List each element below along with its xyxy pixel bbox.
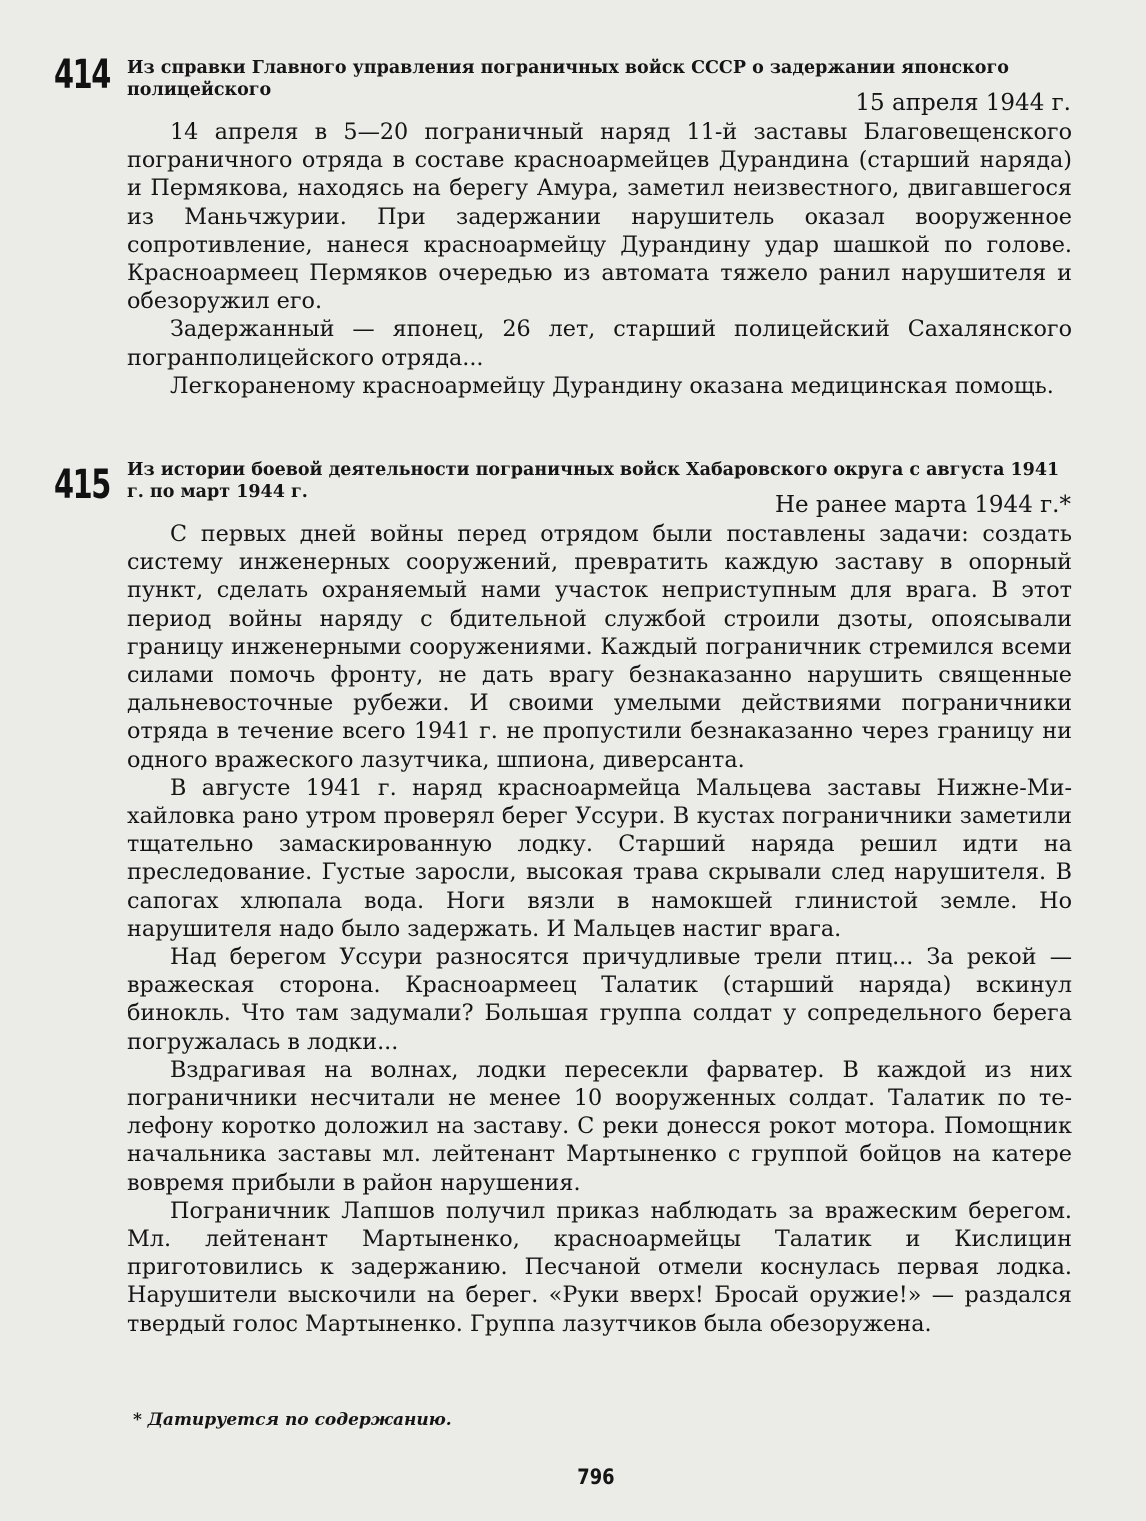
paragraph: В августе 1941 г. наряд красноармейца Мальцева заставы Нижне-Михайловка рано утром проверял берег Уссури. В кустах пограничники заметили тщательно замаскированную лодку. Старший наряда решил идти на преследование. Густые заросли, высокая трава скрывали след нарушителя. В сапогах хлюпала вода. Ноги вязли в намокшей глинистой земле. Но нарушителя надо было задержать. И Мальцев настиг врага.: [127, 774, 1072, 942]
document-title: Из истории боевой деятельности пограничных войск Хабаровского округа с августа 1941 г. по март 1944 г.: [127, 460, 1060, 502]
document-body: [127, 520, 1072, 1338]
document-number: 415: [54, 462, 110, 508]
footnote: * Датируется по содержанию.: [133, 1410, 452, 1430]
document-date: Не ранее марта 1944 г.*: [774, 492, 1071, 518]
paragraph: Вздрагивая на волнах, лодки пересекли фарватер. В каждой из них пограничники несчитали не менее 10 вооруженных солдат. Талатик по телефону коротко доложил на заставу. С реки донесся рокот мотора. Помощник начальника заставы мл. лейтенант Мартыненко с группой бойцов на катере вовремя прибыли в район нарушения.: [127, 1056, 1072, 1196]
paragraph: Легкораненому красноармейцу Дурандину оказана медицинская помощь.: [170, 372, 1054, 399]
page-number: 796: [577, 1465, 615, 1489]
document-body: [127, 118, 1072, 400]
paragraph: 14 апреля в 5—20 пограничный наряд 11-й заставы Благовещенского пограничного отряда в составе красноармейцев Дурандина (старший наряда) и Пермякова, находясь на берегу Амура, заметил неизвестного, двигавшегося из Маньчжурии. При задержании нарушитель оказал вооруженное сопротивление, нанеся красноармейцу Дурандину удар шашкой по голове. Красноармеец Пермяков очередью из автомата тяжело ранил нарушителя и обезоружил его.: [127, 119, 1072, 315]
document-title: Из справки Главного управления пограничных войск СССР о задержании японского полицейского: [127, 58, 1009, 100]
paragraph: Над берегом Уссури разносятся причудливые трели птиц... За рекой — вражеская сторона. Красноармеец Талатик (старший наряда) вскинул бинокль. Что там задумали? Большая группа солдат у сопредельного берега погружалась в лодки...: [127, 944, 1072, 1055]
document-number: 414: [54, 52, 110, 98]
document-date: 15 апреля 1944 г.: [855, 90, 1071, 116]
paragraph: С первых дней войны перед отрядом были поставлены задачи: создать систему инженерных сооружений, превратить каждую заставу в опорный пункт, сделать охраняемый нами участок неприступным для врага. В этот период войны наряду с бдительной службой строили дзоты, опоясывали границу инженерными сооружениями. Каждый пограничник стремился всеми силами помочь фронту, не дать врагу безнаказанно нарушить священные дальневосточные рубежи. И своими умелыми действиями пограничники отряда в течение всего 1941 г. не пропустили безнаказанно через границу ни одного вражеского лазутчика, шпиона, диверсанта.: [127, 521, 1072, 773]
paragraph: Пограничник Лапшов получил приказ наблюдать за вражеским берегом. Мл. лейтенант Мартыненко, красноармейцы Талатик и Кислицин приготовились к задержанию. Песчаной отмели коснулась первая лодка. Нарушители выскочили на берег. «Руки вверх! Бросай оружие!» — раздался твердый голос Мартыненко. Группа лазутчиков была обезоружена.: [127, 1197, 1072, 1337]
paragraph: Задержанный — японец, 26 лет, старший полицейский Сахалянского погранполицейского отряда...: [127, 316, 1072, 371]
